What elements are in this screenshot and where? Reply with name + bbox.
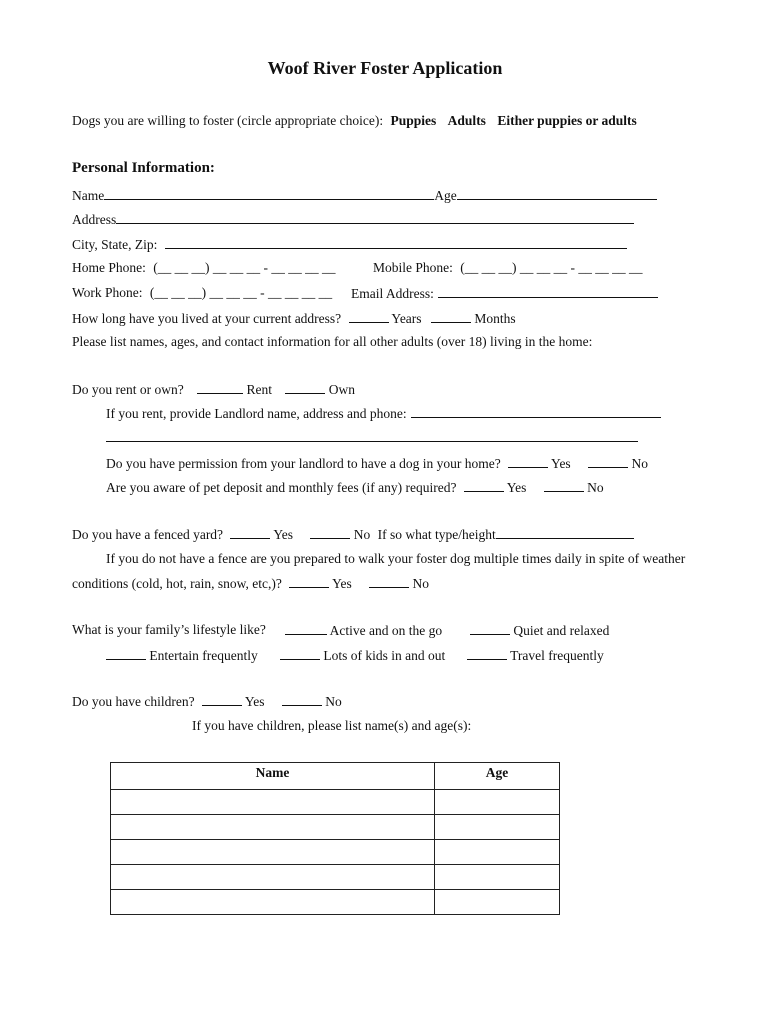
children-label: Do you have children? xyxy=(72,694,195,709)
children-no-label: No xyxy=(325,694,342,709)
mobile-phone-row xyxy=(373,260,643,276)
children-yes-label: Yes xyxy=(244,694,265,709)
children-row xyxy=(72,693,342,710)
permission-no-label: No xyxy=(631,456,648,471)
city-row xyxy=(72,236,627,253)
lifestyle-travel xyxy=(467,647,604,664)
personal-info-heading: Personal Information: xyxy=(72,160,215,176)
aware-no-label: No xyxy=(587,480,604,495)
rent-own-row xyxy=(72,381,355,398)
child-age-cell[interactable] xyxy=(435,790,560,815)
lifestyle-travel-label: Travel frequently xyxy=(510,648,604,663)
walk-question-line1: If you do not have a fence are you prepared to walk your foster dog multiple times daily in spite of weather xyxy=(106,551,686,566)
own-label: Own xyxy=(328,382,355,397)
how-long-label: How long have you lived at your current address? xyxy=(72,311,342,326)
fenced-yard-label: Do you have a fenced yard? xyxy=(72,527,224,542)
landlord-field[interactable] xyxy=(411,405,661,418)
home-phone-label: Home Phone: xyxy=(72,260,146,275)
child-name-cell[interactable] xyxy=(111,890,435,915)
name-field[interactable] xyxy=(104,187,434,200)
fence-type-field[interactable] xyxy=(496,526,634,539)
age-field[interactable] xyxy=(457,187,657,200)
choice-adults[interactable]: Adults xyxy=(447,113,486,128)
child-age-cell[interactable] xyxy=(435,865,560,890)
child-name-cell[interactable] xyxy=(111,840,435,865)
address-row xyxy=(72,211,634,228)
aware-row xyxy=(106,479,604,496)
walk-no-label: No xyxy=(412,576,429,591)
walk-yes-label: Yes xyxy=(332,576,352,591)
aware-label: Are you aware of pet deposit and monthly fees (if any) required? xyxy=(106,480,457,495)
child-name-cell[interactable] xyxy=(111,865,435,890)
rent-label: Rent xyxy=(246,382,272,397)
permission-label: Do you have permission from your landlord to have a dog in your home? xyxy=(106,456,501,471)
lifestyle-label: What is your family’s lifestyle like? xyxy=(72,622,266,637)
city-field[interactable] xyxy=(165,236,627,249)
table-row xyxy=(111,840,560,865)
lifestyle-entertain xyxy=(106,647,258,664)
walk-yes-field[interactable] xyxy=(289,575,329,588)
lifestyle-kids-field[interactable] xyxy=(280,647,320,660)
home-phone-row xyxy=(72,260,336,276)
lifestyle-quiet xyxy=(470,622,609,639)
work-phone-label: Work Phone: xyxy=(72,285,143,300)
lifestyle-quiet-label: Quiet and relaxed xyxy=(513,623,610,638)
permission-no-field[interactable] xyxy=(588,455,628,468)
name-row xyxy=(72,187,657,204)
mobile-phone-label: Mobile Phone: xyxy=(373,260,453,275)
child-age-cell[interactable] xyxy=(435,815,560,840)
fenced-yes-field[interactable] xyxy=(230,526,270,539)
email-field[interactable] xyxy=(438,285,658,298)
table-row xyxy=(111,815,560,840)
table-header-age: Age xyxy=(435,763,560,790)
lifestyle-kids xyxy=(280,647,445,664)
fenced-yard-row xyxy=(72,526,634,543)
age-label: Age xyxy=(434,188,457,203)
dogs-question xyxy=(72,113,637,129)
walk-question-line2-row xyxy=(72,575,429,592)
months-field[interactable] xyxy=(431,310,471,323)
lifestyle-quiet-field[interactable] xyxy=(470,622,510,635)
mobile-phone-field[interactable]: (__ __ __) __ __ __ - __ __ __ __ xyxy=(460,260,643,275)
aware-yes-field[interactable] xyxy=(464,479,504,492)
years-field[interactable] xyxy=(349,310,389,323)
aware-no-field[interactable] xyxy=(544,479,584,492)
city-label: City, State, Zip: xyxy=(72,237,158,252)
permission-yes-field[interactable] xyxy=(508,455,548,468)
fence-type-label: If so what type/height xyxy=(377,527,496,542)
name-label: Name xyxy=(72,188,105,203)
table-header-name: Name xyxy=(111,763,435,790)
fenced-no-label: No xyxy=(353,527,371,542)
lifestyle-travel-field[interactable] xyxy=(467,647,507,660)
other-adults-prompt: Please list names, ages, and contact information for all other adults (over 18) living in the home: xyxy=(72,334,593,349)
years-label: Years xyxy=(391,311,422,326)
lifestyle-entertain-field[interactable] xyxy=(106,647,146,660)
children-list-prompt: If you have children, please list name(s) and age(s): xyxy=(192,718,472,733)
lifestyle-row-1 xyxy=(72,622,266,638)
children-yes-field[interactable] xyxy=(202,693,242,706)
months-label: Months xyxy=(474,311,516,326)
table-row xyxy=(111,890,560,915)
landlord-row xyxy=(106,405,661,422)
table-row xyxy=(111,865,560,890)
table-row xyxy=(111,790,560,815)
lifestyle-active xyxy=(285,622,442,639)
work-phone-row xyxy=(72,285,332,301)
permission-yes-label: Yes xyxy=(551,456,571,471)
child-age-cell[interactable] xyxy=(435,840,560,865)
dogs-prompt: Dogs you are willing to foster (circle appropriate choice): xyxy=(72,113,384,128)
walk-no-field[interactable] xyxy=(369,575,409,588)
fenced-yes-label: Yes xyxy=(273,527,293,542)
email-row xyxy=(351,285,658,302)
children-table xyxy=(110,762,560,915)
table-header-row xyxy=(111,763,560,790)
lifestyle-kids-label: Lots of kids in and out xyxy=(323,648,446,663)
lifestyle-entertain-label: Entertain frequently xyxy=(149,648,258,663)
walk-question-line2: conditions (cold, hot, rain, snow, etc,)? xyxy=(72,576,282,591)
landlord-row-2 xyxy=(106,429,638,446)
landlord-label: If you rent, provide Landlord name, address and phone: xyxy=(106,406,407,421)
page-title: Woof River Foster Application xyxy=(267,58,503,78)
lifestyle-active-label: Active and on the go xyxy=(329,623,443,638)
rent-own-label: Do you rent or own? xyxy=(72,382,184,397)
home-phone-field[interactable]: (__ __ __) __ __ __ - __ __ __ __ xyxy=(153,260,336,275)
choice-either[interactable]: Either puppies or adults xyxy=(497,113,637,128)
work-phone-field[interactable]: (__ __ __) __ __ __ - __ __ __ __ xyxy=(149,285,333,300)
address-label: Address xyxy=(72,212,117,227)
landlord-field-2[interactable] xyxy=(106,429,638,442)
fenced-no-field[interactable] xyxy=(310,526,350,539)
children-no-field[interactable] xyxy=(282,693,322,706)
child-age-cell[interactable] xyxy=(435,890,560,915)
lifestyle-active-field[interactable] xyxy=(285,622,327,635)
rent-field[interactable] xyxy=(197,381,243,394)
aware-yes-label: Yes xyxy=(506,480,527,495)
child-name-cell[interactable] xyxy=(111,790,435,815)
own-field[interactable] xyxy=(285,381,325,394)
email-label: Email Address: xyxy=(351,286,434,301)
how-long-row xyxy=(72,310,516,327)
choice-puppies[interactable]: Puppies xyxy=(390,113,437,128)
child-name-cell[interactable] xyxy=(111,815,435,840)
address-field[interactable] xyxy=(116,211,634,224)
permission-row xyxy=(106,455,648,472)
